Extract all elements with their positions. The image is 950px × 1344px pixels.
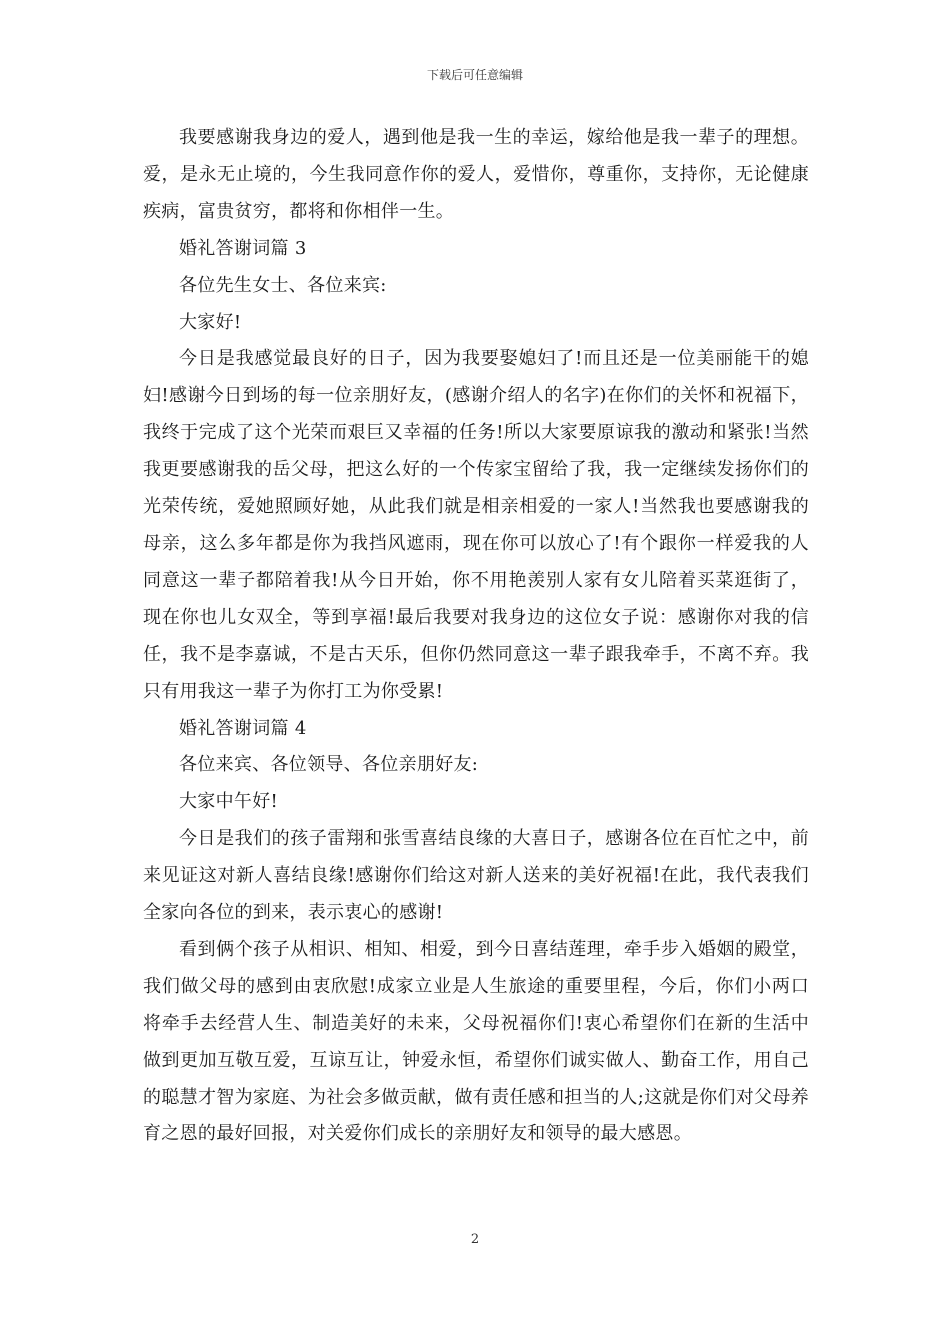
section-heading-4: 婚礼答谢词篇 4: [179, 717, 307, 739]
paragraph-groom-speech: 今日是我感觉最良好的日子，因为我要娶媳妇了!而且还是一位美丽能干的媳妇!感谢今日到场的每一位亲朋好友，(感谢介绍人的名字)在你们的关怀和祝福下，我终于完成了这个光荣而艰巨又幸福的任务!所以大家要原谅我的激动和紧张!当然我更要感谢我的岳父母，把这么好的一个传家宝留给了我，我一定继续发扬你们的光荣传统，爱她照顾好她，从此我们就是相亲相爱的一家人!当然我也要感谢我的母亲，这么多年都是你为我挡风遮雨，现在你可以放心了!有个跟你一样爱我的人同意这一辈子都陪着我!从今日开始，你不用艳羡别人家有女儿陪着买菜逛街了，现在你也儿女双全，等到享福!最后我要对我身边的这位女子说：感谢你对我的信任，我不是李嘉诚，不是古天乐，但你仍然同意这一辈子跟我牵手，不离不弃。我只有用我这一辈子为你打工为你受累!: [143, 348, 809, 702]
page-number: 2: [470, 1232, 480, 1247]
greeting-3: 大家好!: [179, 311, 242, 333]
greeting-4: 大家中午好!: [179, 791, 279, 813]
page-header-note: 下载后可任意编辑: [426, 68, 523, 82]
paragraph-parents-blessing: 看到俩个孩子从相识、相知、相爱，到今日喜结莲理，牵手步入婚姻的殿堂，我们做父母的感到由衷欣慰!成家立业是人生旅途的重要里程，今后，你们小两口将牵手去经营人生、制造美好的未来，父母祝福你们!衷心希望你们在新的生活中做到更加互敬互爱，互谅互让，钟爱永恒，希望你们诚实做人、勤奋工作，用自己的聪慧才智为家庭、为社会多做贡献，做有责任感和担当的人;这就是你们对父母养育之恩的最好回报，对关爱你们成长的亲朋好友和领导的最大感恩。: [143, 938, 809, 1145]
section-heading-3: 婚礼答谢词篇 3: [179, 237, 307, 259]
salutation-4: 各位来宾、各位领导、各位亲朋好友:: [179, 754, 479, 776]
paragraph-parents-welcome: 今日是我们的孩子雷翔和张雪喜结良缘的大喜日子，感谢各位在百忙之中，前来见证这对新人喜结良缘!感谢你们给这对新人送来的美好祝福!在此，我代表我们全家向各位的到来，表示衷心的感谢!: [143, 828, 809, 924]
paragraph-thanks-spouse: 我要感谢我身边的爱人，遇到他是我一生的幸运，嫁给他是我一辈子的理想。爱，是永无止境的，今生我同意作你的爱人，爱惜你，尊重你，支持你，无论健康疾病，富贵贫穷，都将和你相伴一生。: [143, 127, 809, 222]
document-body: [143, 120, 809, 1153]
salutation-3: 各位先生女士、各位来宾:: [179, 274, 387, 296]
